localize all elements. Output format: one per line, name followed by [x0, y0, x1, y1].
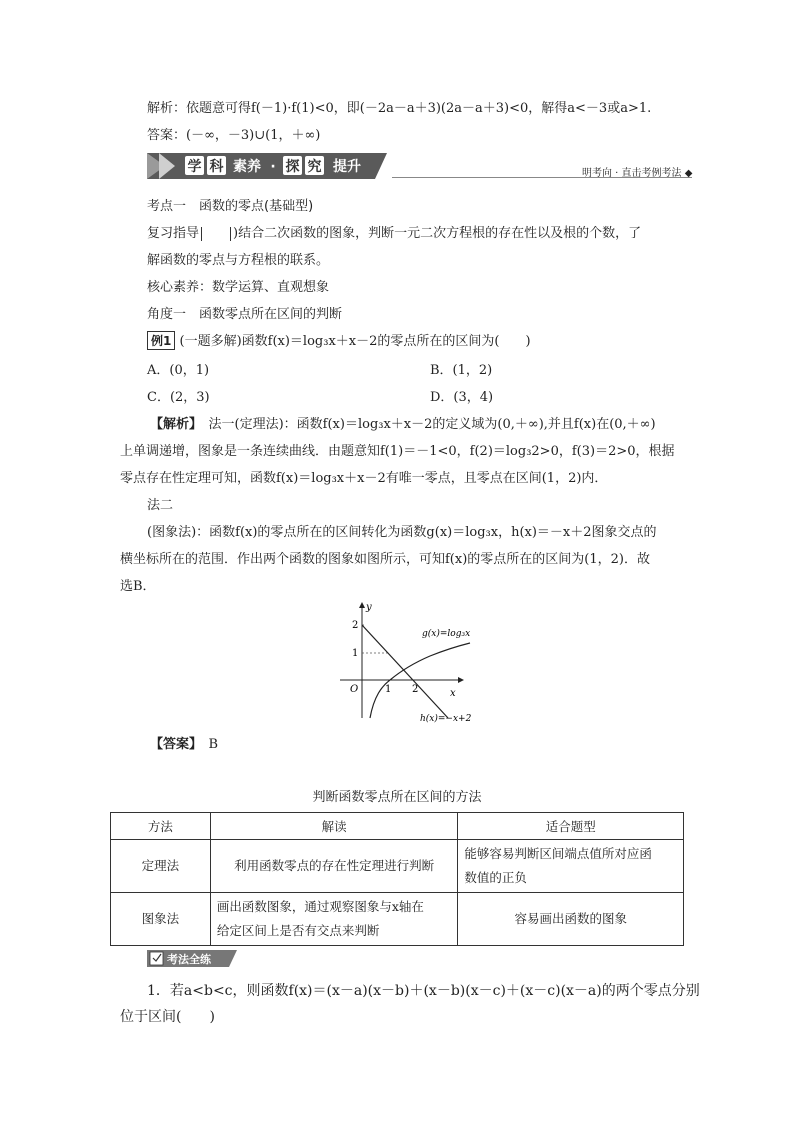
final-answer	[150, 733, 218, 752]
guide-text-1: )结合二次函数的图象，判断一元二次方程根的存在性以及根的个数，了	[233, 226, 642, 241]
banner-char-6: 究	[307, 159, 322, 175]
row2-method: 图象法	[111, 893, 211, 946]
guide-line-1	[147, 222, 641, 241]
y-axis-label: y	[366, 602, 372, 613]
header-method: 方法	[111, 813, 211, 840]
top-answer: 答案：(－∞，－3)∪(1，＋∞)	[147, 128, 321, 143]
example-stem: (一题多解)函数f(x)＝log₃x＋x－2的零点所在的区间为( )	[179, 334, 531, 349]
practice-icon	[150, 952, 163, 965]
x-axis-arrow	[458, 677, 464, 683]
guide-label: 复习指导	[147, 226, 200, 241]
header-reading: 解读	[210, 813, 458, 840]
example-badge: 例1	[147, 331, 175, 350]
example-stem-line	[147, 330, 531, 350]
x-tick-1: 1	[385, 684, 392, 695]
banner-char-5: 探	[285, 159, 300, 175]
method2-text-1: (图象法)：函数f(x)的零点所在的区间转化为函数g(x)＝log₃x，h(x)＝－x＋2图象交点的	[147, 525, 657, 540]
table-row	[111, 893, 684, 946]
practice-q1-line-1: 1．若a<b<c，则函数f(x)＝(x－a)(x－b)＋(x－b)(x－c)＋(x－c)(x－a)的两个零点分别	[147, 983, 700, 999]
x-axis-label: x	[450, 688, 456, 699]
method1-text-2: 上单调递增，图象是一条连续曲线．由题意知f(1)＝－1<0，f(2)＝log₃2>0，f(3)＝2>0，根据	[120, 444, 675, 459]
angle-title: 角度一 函数零点所在区间的判断	[147, 307, 343, 322]
top-analysis: 解析：依题意可得f(－1)·f(1)<0，即(－2a－a＋3)(2a－a＋3)<0，解得a<－3或a>1.	[147, 101, 652, 116]
h-label: h(x)=−x+2	[420, 714, 472, 724]
row1-method: 定理法	[111, 840, 211, 893]
table-title: 判断函数零点所在区间的方法	[312, 790, 482, 805]
section-banner	[147, 153, 387, 179]
guide-line-2: 解函数的零点与方程根的联系。	[147, 253, 330, 268]
g-label: g(x)=log₃x	[422, 629, 471, 639]
method2-text-3: 选B．	[120, 579, 156, 594]
point-title: 考点一 函数的零点(基础型)	[147, 199, 314, 214]
option-a: A．(0，1)	[147, 363, 210, 378]
solution-label: 【解析】	[150, 417, 196, 432]
banner-char-2: 科	[209, 159, 224, 175]
option-b: B．(1，2)	[430, 363, 493, 378]
header-fit: 适合题型	[458, 813, 684, 840]
banner-char-1: 学	[187, 159, 202, 175]
answer-label: 【答案】	[150, 737, 196, 752]
solution-line-1	[150, 413, 656, 432]
table-row	[111, 840, 684, 893]
method-table	[110, 812, 684, 946]
function-graph	[330, 600, 490, 726]
row1-reading: 利用函数零点的存在性定理进行判断	[210, 840, 458, 893]
practice-q1-line-2: 位于区间( )	[120, 1009, 215, 1025]
origin-label: O	[350, 684, 359, 695]
x-tick-2: 2	[412, 684, 419, 695]
y-tick-1: 1	[352, 648, 359, 659]
method2-title: 法二	[147, 498, 174, 513]
method1-text-3: 零点存在性定理可知，函数f(x)＝log₃x＋x－2有唯一零点，且零点在区间(1，2)内．	[120, 471, 608, 486]
y-axis-arrow	[359, 602, 365, 608]
method2-text-2: 横坐标所在的范围．作出两个函数的图象如图所示，可知f(x)的零点所在的区间为(1，2)．故	[120, 552, 650, 567]
y-tick-2: 2	[352, 620, 359, 631]
banner-tag: 明考向 · 直击考例考法 ◆	[582, 168, 693, 179]
answer-value: B	[208, 737, 219, 752]
banner-char-7: 提升	[333, 159, 361, 175]
table-header-row	[111, 813, 684, 840]
practice-badge	[147, 950, 237, 967]
row2-fit: 容易画出函数的图象	[458, 893, 684, 946]
practice-label: 考法全练	[167, 953, 211, 966]
row2-reading: 画出函数图象，通过观察图象与x轴在 给定区间上是否有交点来判断	[210, 893, 458, 946]
banner-char-4: ·	[270, 159, 276, 175]
core-literacy: 核心素养：数学运算、直观想象	[147, 280, 330, 295]
row1-fit: 能够容易判断区间端点值所对应函 数值的正负	[458, 840, 684, 893]
option-d: D．(3，4)	[430, 390, 494, 405]
banner-char-3: 素养	[233, 159, 261, 175]
guide-bracket	[201, 227, 231, 241]
option-c: C．(2，3)	[147, 390, 210, 405]
method1-text-1: 法一(定理法)：函数f(x)＝log₃x＋x－2的定义域为(0,＋∞),并且f(x)在(0,＋∞)	[208, 417, 656, 432]
